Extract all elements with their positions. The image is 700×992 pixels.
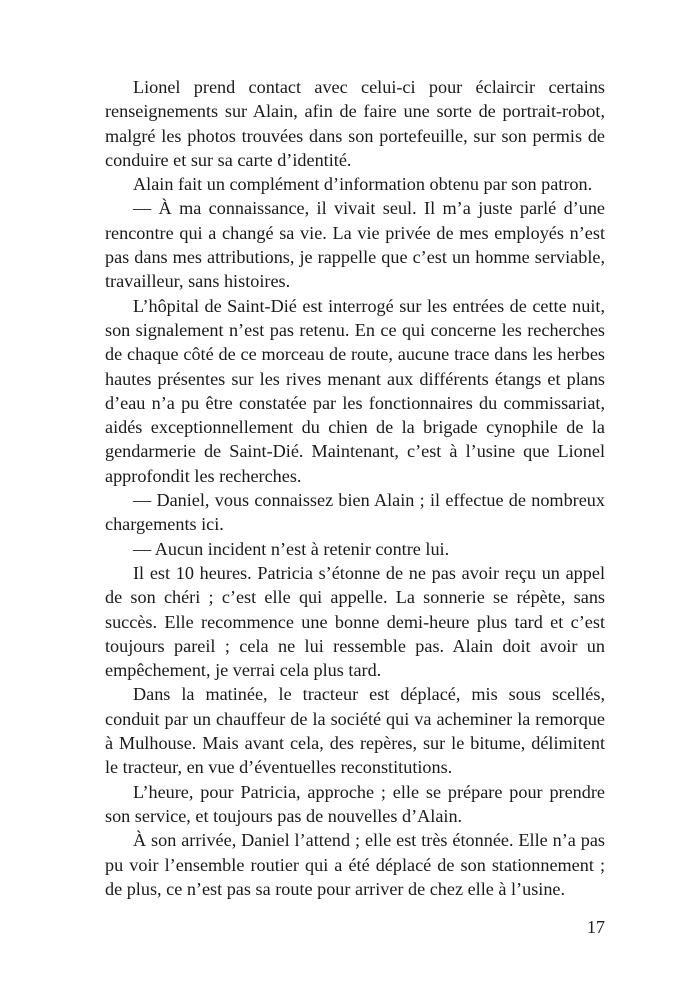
paragraph: Lionel prend contact avec celui-ci pour éclaircir certains renseignements sur Alain, afin de faire une sorte de portrait-robot, malgré les photos trouvées dans son portefeuille, sur son permis de conduire et sur sa carte d’identité. — [105, 77, 605, 170]
paragraph: À son arrivée, Daniel l’attend ; elle est très étonnée. Elle n’a pas pu voir l’ensemble routier qui a été déplacé de son stationnement ; de plus, ce n’est pas sa route pour arriver de chez elle à l’usine. — [105, 830, 605, 899]
dialogue-paragraph: — À ma connaissance, il vivait seul. Il m’a juste parlé d’une rencontre qui a changé sa vie. La vie privée de mes employés n’est pas dans mes attributions, je rappelle que c’est un homme serviable, travailleur, sans histoires. — [105, 198, 605, 292]
paragraph: Dans la matinée, le tracteur est déplacé, mis sous scellés, conduit par un chauffeur de la société qui va acheminer la remorque à Mulhouse. Mais avant cela, des repères, sur le bitume, délimitent le tracteur, en vue d’éventuelles reconstitutions. — [105, 684, 605, 778]
page-body-text — [105, 75, 605, 901]
paragraph: L’heure, pour Patricia, approche ; elle se prépare pour prendre son service, et toujours pas de nouvelles d’Alain. — [105, 781, 605, 826]
dialogue-paragraph: — Aucun incident n’est à retenir contre lui. — [133, 538, 450, 559]
paragraph: L’hôpital de Saint-Dié est interrogé sur les entrées de cette nuit, son signalement n’est pas retenu. En ce qui concerne les recherches de chaque côté de ce morceau de route, aucune trace dans les herbes hautes présentes sur les rives menant aux différents étangs et plans d’eau n’a pu être constatée par les fonctionnaires du commissariat, aidés exceptionnellement du chien de la brigade cynophile de la gendarmerie de Saint-Dié. Maintenant, c’est à l’usine que Lionel approfondit les recherches. — [105, 295, 605, 486]
paragraph: Il est 10 heures. Patricia s’étonne de ne pas avoir reçu un appel de son chéri ; c’est elle qui appelle. La sonnerie se répète, sans succès. Elle recommence une bonne demi-heure plus tard et c’est toujours pareil ; cela ne lui ressemble pas. Alain doit avoir un empêchement, je verrai cela plus tard. — [105, 562, 605, 681]
paragraph: Alain fait un complément d’information obtenu par son patron. — [133, 174, 593, 195]
page-number: 17 — [586, 917, 605, 937]
dialogue-paragraph: — Daniel, vous connaissez bien Alain ; il effectue de nombreux chargements ici. — [105, 490, 605, 535]
